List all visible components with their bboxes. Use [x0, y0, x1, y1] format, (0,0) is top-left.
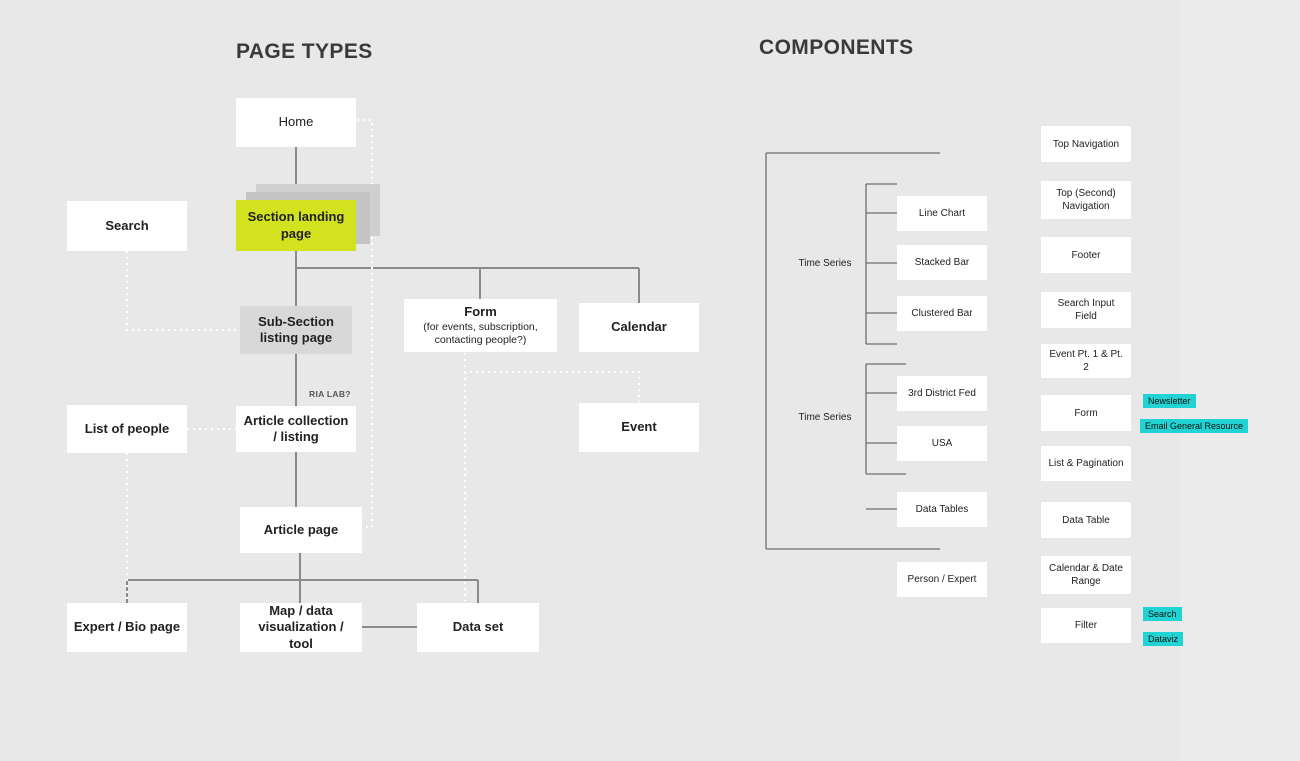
node-form-label: Form	[464, 304, 497, 320]
component-list-pagination[interactable]	[1041, 446, 1131, 481]
node-calendar-label: Calendar	[611, 319, 667, 335]
node-person-expert-label: Person / Expert	[907, 574, 977, 585]
node-map-dataviz-tool-label: Map / data visualization / tool	[258, 603, 344, 651]
tag-email-general-resource[interactable]: Email General Resource	[1140, 419, 1248, 433]
note-ria-lab: RIA LAB?	[309, 389, 351, 399]
page-title-components: COMPONENTS	[759, 36, 914, 59]
node-person-expert[interactable]	[897, 562, 987, 597]
node-article-collection-listing[interactable]	[236, 406, 356, 452]
node-event[interactable]	[579, 403, 699, 452]
component-top-second-navigation-label: Top (Second) Navigation	[1056, 188, 1116, 212]
node-3rd-district-fed-label: 3rd District Fed	[908, 388, 976, 399]
node-time-series-1	[790, 253, 860, 273]
node-data-tables[interactable]	[897, 492, 987, 527]
node-list-of-people[interactable]	[67, 405, 187, 453]
node-search-label: Search	[105, 217, 149, 233]
node-clustered-bar[interactable]	[897, 296, 987, 331]
component-filter[interactable]	[1041, 608, 1131, 643]
component-data-table-label: Data Table	[1062, 514, 1110, 526]
component-calendar-date-range[interactable]	[1041, 556, 1131, 594]
node-data-set[interactable]	[417, 603, 539, 652]
component-top-second-navigation[interactable]	[1041, 181, 1131, 219]
component-event-pt1-pt2[interactable]	[1041, 344, 1131, 378]
component-data-table[interactable]	[1041, 502, 1131, 538]
node-home-label: Home	[278, 114, 314, 130]
tag-search[interactable]: Search	[1143, 607, 1182, 621]
node-search[interactable]	[67, 201, 187, 251]
node-data-tables-label: Data Tables	[915, 504, 969, 515]
node-time-series-2-label: Time Series	[798, 411, 852, 423]
tag-dataviz[interactable]: Dataviz	[1143, 632, 1183, 646]
node-event-label: Event	[621, 419, 657, 435]
node-form-sublabel: (for events, subscription, contacting people?)	[423, 320, 538, 346]
component-form-label: Form	[1074, 407, 1098, 419]
component-footer[interactable]	[1041, 237, 1131, 273]
node-stacked-bar-label: Stacked Bar	[914, 257, 970, 268]
node-section-landing-page-label: Section landing page	[247, 209, 345, 241]
node-stacked-bar[interactable]	[897, 245, 987, 280]
component-footer-label: Footer	[1071, 249, 1101, 261]
node-form[interactable]	[404, 299, 557, 352]
node-home[interactable]	[236, 98, 356, 147]
node-line-chart-label: Line Chart	[918, 208, 966, 219]
node-sub-section-listing-page-label: Sub-Section listing page	[258, 313, 334, 345]
page-title-page-types: PAGE TYPES	[236, 40, 373, 63]
component-calendar-date-range-label: Calendar & Date Range	[1049, 563, 1123, 587]
node-time-series-2	[790, 407, 860, 427]
node-clustered-bar-label: Clustered Bar	[911, 308, 973, 319]
node-expert-bio-page-label: Expert / Bio page	[73, 619, 181, 635]
node-section-landing-page[interactable]	[236, 200, 356, 251]
node-usa[interactable]	[897, 426, 987, 461]
node-sub-section-listing-page[interactable]	[240, 306, 352, 354]
component-top-navigation[interactable]	[1041, 126, 1131, 162]
component-list-pagination-label: List & Pagination	[1048, 458, 1124, 469]
component-search-input-field-label: Search Input Field	[1057, 298, 1115, 322]
component-form[interactable]	[1041, 395, 1131, 431]
tag-newsletter[interactable]: Newsletter	[1143, 394, 1196, 408]
node-map-dataviz-tool[interactable]	[240, 603, 362, 652]
node-expert-bio-page[interactable]	[67, 603, 187, 652]
component-search-input-field[interactable]	[1041, 292, 1131, 328]
component-event-pt1-pt2-label: Event Pt. 1 & Pt. 2	[1049, 349, 1123, 373]
node-usa-label: USA	[931, 438, 953, 449]
node-article-collection-listing-label: Article collection / listing	[243, 412, 349, 444]
node-list-of-people-label: List of people	[84, 420, 170, 436]
node-article-page[interactable]	[240, 507, 362, 553]
node-article-page-label: Article page	[263, 521, 339, 537]
component-top-navigation-label: Top Navigation	[1052, 138, 1120, 150]
node-line-chart[interactable]	[897, 196, 987, 231]
node-time-series-1-label: Time Series	[798, 257, 852, 269]
node-3rd-district-fed[interactable]	[897, 376, 987, 411]
node-data-set-label: Data set	[452, 619, 504, 635]
node-calendar[interactable]	[579, 303, 699, 352]
component-filter-label: Filter	[1074, 620, 1098, 631]
